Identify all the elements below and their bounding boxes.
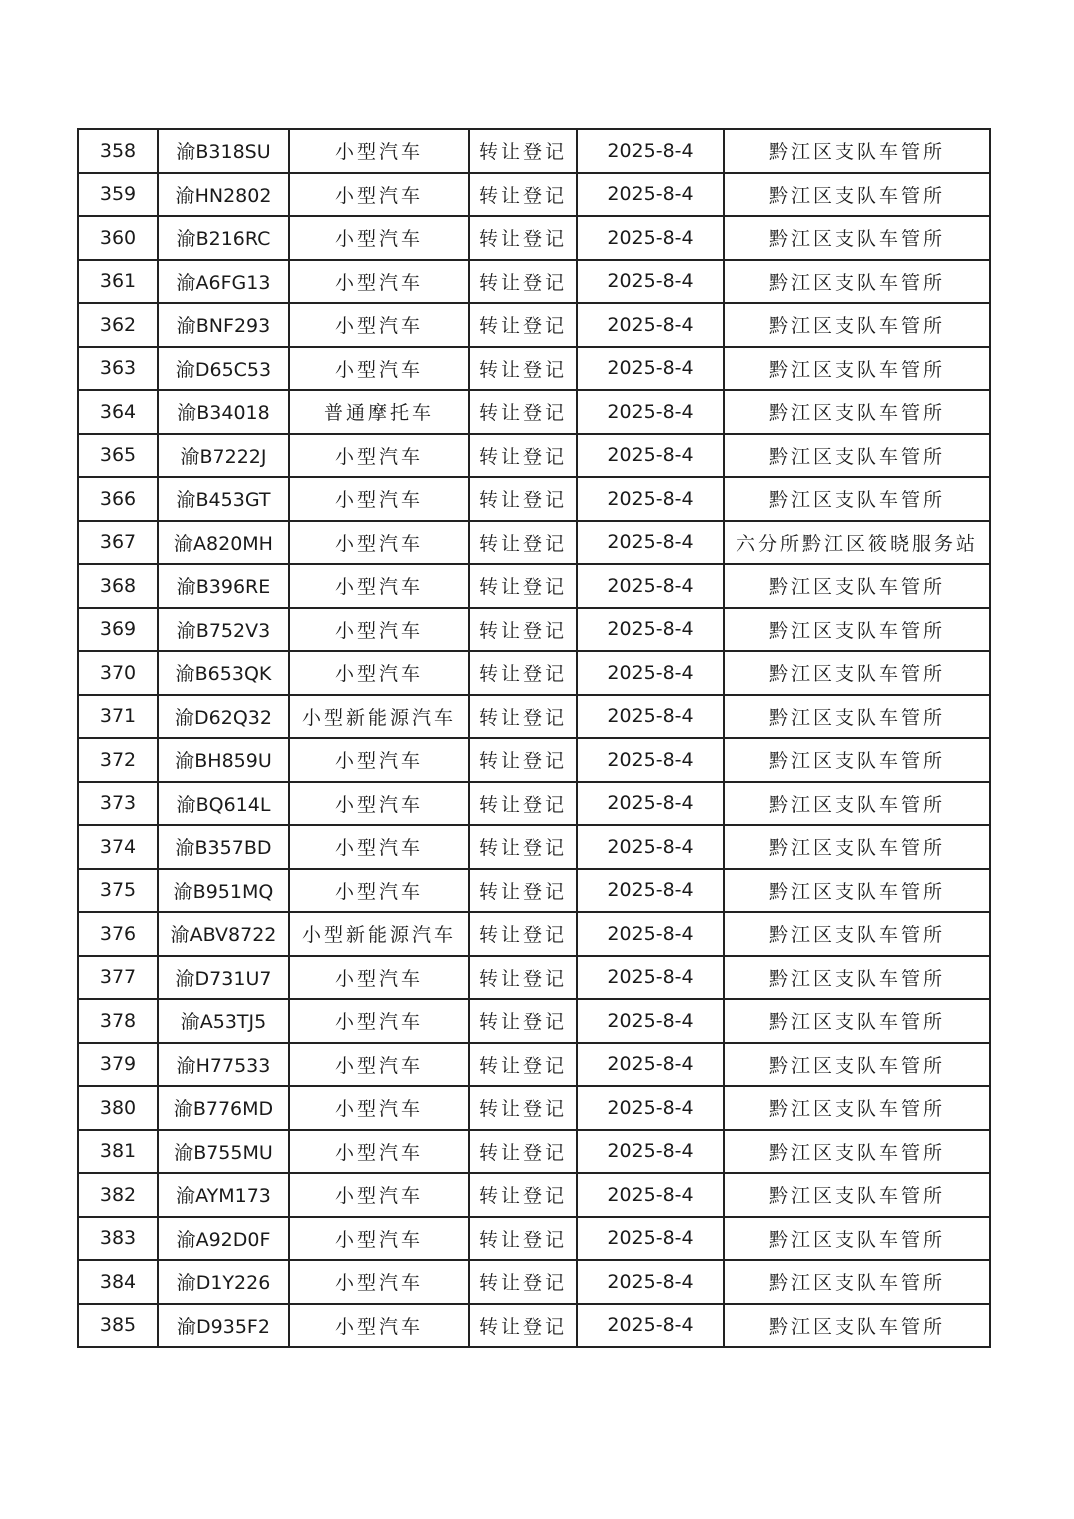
table-row [78, 782, 990, 826]
date-cell: 2025-8-4 [577, 738, 724, 782]
plate-cell: 渝B318SU [158, 129, 289, 173]
table-row [78, 216, 990, 260]
business-type-cell: 转让登记 [469, 564, 577, 608]
office-cell: 黔江区支队车管所 [724, 651, 990, 695]
seq-cell: 370 [78, 651, 158, 695]
seq-cell: 377 [78, 956, 158, 1000]
seq-cell: 382 [78, 1173, 158, 1217]
date-cell: 2025-8-4 [577, 912, 724, 956]
seq-cell: 366 [78, 477, 158, 521]
business-type-cell: 转让登记 [469, 782, 577, 826]
table-row [78, 608, 990, 652]
office-cell: 黔江区支队车管所 [724, 1217, 990, 1261]
seq-cell: 364 [78, 390, 158, 434]
seq-cell: 368 [78, 564, 158, 608]
plate-cell: 渝B653QK [158, 651, 289, 695]
plate-cell: 渝ABV8722 [158, 912, 289, 956]
office-cell: 黔江区支队车管所 [724, 608, 990, 652]
plate-cell: 渝B453GT [158, 477, 289, 521]
office-cell: 黔江区支队车管所 [724, 434, 990, 478]
business-type-cell: 转让登记 [469, 1304, 577, 1348]
office-cell: 黔江区支队车管所 [724, 347, 990, 391]
office-cell: 黔江区支队车管所 [724, 782, 990, 826]
business-type-cell: 转让登记 [469, 651, 577, 695]
vehicle-type-cell: 小型汽车 [289, 1086, 469, 1130]
table-row [78, 1304, 990, 1348]
vehicle-type-cell: 小型汽车 [289, 1260, 469, 1304]
business-type-cell: 转让登记 [469, 1130, 577, 1174]
vehicle-type-cell: 小型汽车 [289, 347, 469, 391]
office-cell: 黔江区支队车管所 [724, 260, 990, 304]
plate-cell: 渝D62Q32 [158, 695, 289, 739]
vehicle-type-cell: 小型汽车 [289, 216, 469, 260]
date-cell: 2025-8-4 [577, 129, 724, 173]
plate-cell: 渝AYM173 [158, 1173, 289, 1217]
vehicle-type-cell: 小型汽车 [289, 1304, 469, 1348]
date-cell: 2025-8-4 [577, 521, 724, 565]
office-cell: 黔江区支队车管所 [724, 1173, 990, 1217]
date-cell: 2025-8-4 [577, 347, 724, 391]
date-cell: 2025-8-4 [577, 1304, 724, 1348]
table-row [78, 738, 990, 782]
office-cell: 黔江区支队车管所 [724, 390, 990, 434]
office-cell: 黔江区支队车管所 [724, 956, 990, 1000]
seq-cell: 358 [78, 129, 158, 173]
business-type-cell: 转让登记 [469, 1260, 577, 1304]
seq-cell: 373 [78, 782, 158, 826]
seq-cell: 361 [78, 260, 158, 304]
seq-cell: 360 [78, 216, 158, 260]
date-cell: 2025-8-4 [577, 1217, 724, 1261]
date-cell: 2025-8-4 [577, 782, 724, 826]
date-cell: 2025-8-4 [577, 1086, 724, 1130]
date-cell: 2025-8-4 [577, 695, 724, 739]
vehicle-type-cell: 普通摩托车 [289, 390, 469, 434]
seq-cell: 378 [78, 999, 158, 1043]
vehicle-type-cell: 小型汽车 [289, 651, 469, 695]
seq-cell: 365 [78, 434, 158, 478]
table-row [78, 521, 990, 565]
business-type-cell: 转让登记 [469, 434, 577, 478]
seq-cell: 369 [78, 608, 158, 652]
vehicle-type-cell: 小型汽车 [289, 129, 469, 173]
date-cell: 2025-8-4 [577, 1043, 724, 1087]
business-type-cell: 转让登记 [469, 608, 577, 652]
plate-cell: 渝D731U7 [158, 956, 289, 1000]
business-type-cell: 转让登记 [469, 999, 577, 1043]
business-type-cell: 转让登记 [469, 695, 577, 739]
office-cell: 黔江区支队车管所 [724, 129, 990, 173]
office-cell: 黔江区支队车管所 [724, 1304, 990, 1348]
table-row [78, 1086, 990, 1130]
office-cell: 六分所黔江区筱晓服务站 [724, 521, 990, 565]
business-type-cell: 转让登记 [469, 1086, 577, 1130]
date-cell: 2025-8-4 [577, 825, 724, 869]
office-cell: 黔江区支队车管所 [724, 1086, 990, 1130]
business-type-cell: 转让登记 [469, 825, 577, 869]
table-row [78, 999, 990, 1043]
business-type-cell: 转让登记 [469, 912, 577, 956]
table-row [78, 260, 990, 304]
plate-cell: 渝BNF293 [158, 303, 289, 347]
plate-cell: 渝A820MH [158, 521, 289, 565]
vehicle-type-cell: 小型汽车 [289, 782, 469, 826]
date-cell: 2025-8-4 [577, 260, 724, 304]
table-row [78, 1043, 990, 1087]
business-type-cell: 转让登记 [469, 347, 577, 391]
seq-cell: 359 [78, 173, 158, 217]
date-cell: 2025-8-4 [577, 434, 724, 478]
vehicle-type-cell: 小型汽车 [289, 738, 469, 782]
table-row [78, 912, 990, 956]
office-cell: 黔江区支队车管所 [724, 999, 990, 1043]
vehicle-type-cell: 小型汽车 [289, 303, 469, 347]
seq-cell: 372 [78, 738, 158, 782]
table-row [78, 1173, 990, 1217]
plate-cell: 渝B34018 [158, 390, 289, 434]
business-type-cell: 转让登记 [469, 738, 577, 782]
office-cell: 黔江区支队车管所 [724, 695, 990, 739]
vehicle-type-cell: 小型汽车 [289, 434, 469, 478]
plate-cell: 渝B951MQ [158, 869, 289, 913]
seq-cell: 367 [78, 521, 158, 565]
business-type-cell: 转让登记 [469, 173, 577, 217]
vehicle-type-cell: 小型汽车 [289, 999, 469, 1043]
date-cell: 2025-8-4 [577, 999, 724, 1043]
seq-cell: 362 [78, 303, 158, 347]
plate-cell: 渝A53TJ5 [158, 999, 289, 1043]
vehicle-type-cell: 小型汽车 [289, 173, 469, 217]
registration-table [77, 128, 991, 1348]
seq-cell: 380 [78, 1086, 158, 1130]
vehicle-type-cell: 小型汽车 [289, 260, 469, 304]
seq-cell: 381 [78, 1130, 158, 1174]
office-cell: 黔江区支队车管所 [724, 173, 990, 217]
business-type-cell: 转让登记 [469, 129, 577, 173]
plate-cell: 渝B752V3 [158, 608, 289, 652]
date-cell: 2025-8-4 [577, 303, 724, 347]
office-cell: 黔江区支队车管所 [724, 303, 990, 347]
date-cell: 2025-8-4 [577, 216, 724, 260]
plate-cell: 渝D65C53 [158, 347, 289, 391]
date-cell: 2025-8-4 [577, 564, 724, 608]
business-type-cell: 转让登记 [469, 260, 577, 304]
date-cell: 2025-8-4 [577, 1130, 724, 1174]
office-cell: 黔江区支队车管所 [724, 564, 990, 608]
table-row [78, 825, 990, 869]
table-row [78, 1217, 990, 1261]
plate-cell: 渝B216RC [158, 216, 289, 260]
table-row [78, 477, 990, 521]
vehicle-type-cell: 小型汽车 [289, 1217, 469, 1261]
vehicle-type-cell: 小型汽车 [289, 564, 469, 608]
date-cell: 2025-8-4 [577, 173, 724, 217]
table-row [78, 347, 990, 391]
seq-cell: 375 [78, 869, 158, 913]
date-cell: 2025-8-4 [577, 390, 724, 434]
plate-cell: 渝BH859U [158, 738, 289, 782]
office-cell: 黔江区支队车管所 [724, 869, 990, 913]
table-row [78, 651, 990, 695]
seq-cell: 371 [78, 695, 158, 739]
plate-cell: 渝D935F2 [158, 1304, 289, 1348]
table-row [78, 1260, 990, 1304]
office-cell: 黔江区支队车管所 [724, 1130, 990, 1174]
vehicle-type-cell: 小型汽车 [289, 869, 469, 913]
table-row [78, 695, 990, 739]
office-cell: 黔江区支队车管所 [724, 477, 990, 521]
business-type-cell: 转让登记 [469, 216, 577, 260]
date-cell: 2025-8-4 [577, 477, 724, 521]
business-type-cell: 转让登记 [469, 477, 577, 521]
seq-cell: 374 [78, 825, 158, 869]
business-type-cell: 转让登记 [469, 521, 577, 565]
seq-cell: 384 [78, 1260, 158, 1304]
vehicle-type-cell: 小型新能源汽车 [289, 695, 469, 739]
plate-cell: 渝B357BD [158, 825, 289, 869]
table-row [78, 129, 990, 173]
business-type-cell: 转让登记 [469, 1173, 577, 1217]
business-type-cell: 转让登记 [469, 869, 577, 913]
date-cell: 2025-8-4 [577, 869, 724, 913]
plate-cell: 渝D1Y226 [158, 1260, 289, 1304]
vehicle-type-cell: 小型新能源汽车 [289, 912, 469, 956]
plate-cell: 渝BQ614L [158, 782, 289, 826]
office-cell: 黔江区支队车管所 [724, 216, 990, 260]
date-cell: 2025-8-4 [577, 608, 724, 652]
seq-cell: 385 [78, 1304, 158, 1348]
date-cell: 2025-8-4 [577, 956, 724, 1000]
plate-cell: 渝B776MD [158, 1086, 289, 1130]
plate-cell: 渝HN2802 [158, 173, 289, 217]
table-body [78, 129, 990, 1347]
plate-cell: 渝A92D0F [158, 1217, 289, 1261]
seq-cell: 376 [78, 912, 158, 956]
seq-cell: 363 [78, 347, 158, 391]
vehicle-type-cell: 小型汽车 [289, 1043, 469, 1087]
vehicle-type-cell: 小型汽车 [289, 608, 469, 652]
table-row [78, 869, 990, 913]
plate-cell: 渝B396RE [158, 564, 289, 608]
table-row [78, 956, 990, 1000]
table-row [78, 173, 990, 217]
business-type-cell: 转让登记 [469, 956, 577, 1000]
office-cell: 黔江区支队车管所 [724, 912, 990, 956]
date-cell: 2025-8-4 [577, 651, 724, 695]
office-cell: 黔江区支队车管所 [724, 1260, 990, 1304]
vehicle-type-cell: 小型汽车 [289, 956, 469, 1000]
business-type-cell: 转让登记 [469, 303, 577, 347]
business-type-cell: 转让登记 [469, 1043, 577, 1087]
vehicle-type-cell: 小型汽车 [289, 1173, 469, 1217]
seq-cell: 383 [78, 1217, 158, 1261]
business-type-cell: 转让登记 [469, 390, 577, 434]
office-cell: 黔江区支队车管所 [724, 825, 990, 869]
office-cell: 黔江区支队车管所 [724, 738, 990, 782]
table-row [78, 564, 990, 608]
table-row [78, 434, 990, 478]
plate-cell: 渝H77533 [158, 1043, 289, 1087]
date-cell: 2025-8-4 [577, 1173, 724, 1217]
office-cell: 黔江区支队车管所 [724, 1043, 990, 1087]
table-row [78, 390, 990, 434]
vehicle-type-cell: 小型汽车 [289, 477, 469, 521]
plate-cell: 渝B7222J [158, 434, 289, 478]
vehicle-type-cell: 小型汽车 [289, 825, 469, 869]
date-cell: 2025-8-4 [577, 1260, 724, 1304]
business-type-cell: 转让登记 [469, 1217, 577, 1261]
table-row [78, 1130, 990, 1174]
plate-cell: 渝B755MU [158, 1130, 289, 1174]
seq-cell: 379 [78, 1043, 158, 1087]
vehicle-type-cell: 小型汽车 [289, 521, 469, 565]
table-row [78, 303, 990, 347]
vehicle-type-cell: 小型汽车 [289, 1130, 469, 1174]
plate-cell: 渝A6FG13 [158, 260, 289, 304]
